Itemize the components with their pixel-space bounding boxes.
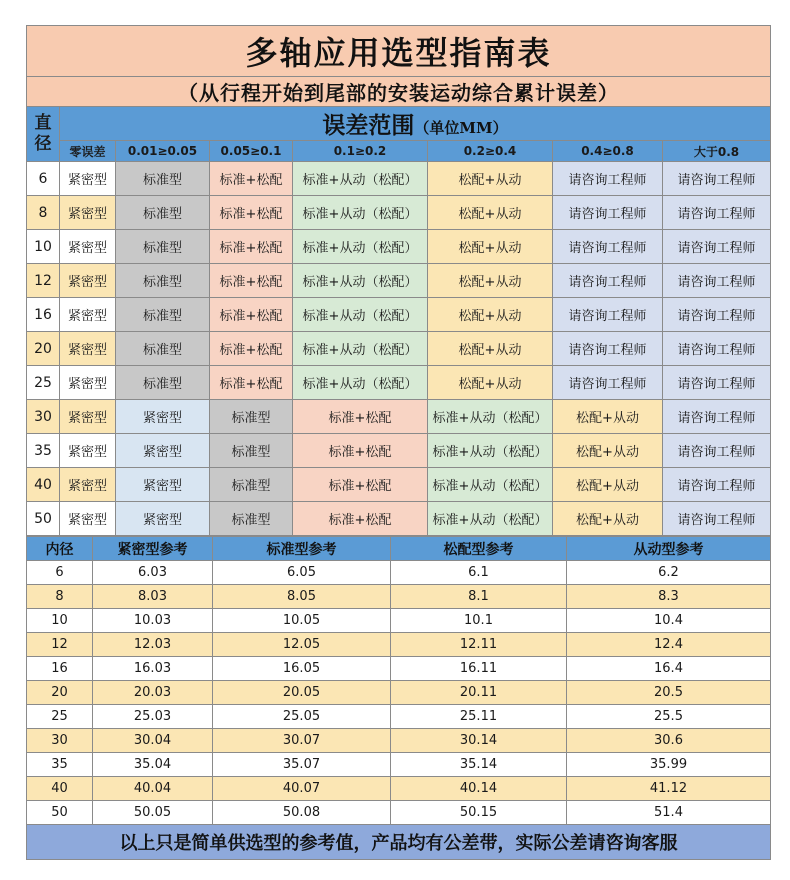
footer-note: 以上只是简单供选型的参考值，产品均有公差带，实际公差请咨询客服 <box>27 825 771 860</box>
reference-cell: 25 <box>27 705 93 729</box>
reference-cell: 12.03 <box>93 633 213 657</box>
guide-cell: 松配+从动 <box>428 366 553 400</box>
reference-cell: 25.03 <box>93 705 213 729</box>
column-header: 0.01≥0.05 <box>116 141 210 162</box>
guide-row <box>27 162 771 196</box>
reference-row <box>27 681 771 705</box>
guide-cell: 紧密型 <box>60 298 116 332</box>
reference-cell: 35.07 <box>213 753 391 777</box>
reference-cell: 40.07 <box>213 777 391 801</box>
reference-row <box>27 657 771 681</box>
guide-cell: 请咨询工程师 <box>663 264 771 298</box>
reference-cell: 16.4 <box>567 657 771 681</box>
reference-row <box>27 705 771 729</box>
guide-cell: 标准+松配 <box>210 162 293 196</box>
guide-cell: 紧密型 <box>60 196 116 230</box>
reference-cell: 10 <box>27 609 93 633</box>
diameter-cell: 8 <box>27 196 60 230</box>
guide-cell: 标准+松配 <box>210 264 293 298</box>
guide-cell: 标准+从动（松配） <box>428 434 553 468</box>
reference-cell: 12.11 <box>391 633 567 657</box>
guide-cell: 请咨询工程师 <box>663 332 771 366</box>
guide-cell: 标准型 <box>116 298 210 332</box>
guide-cell: 请咨询工程师 <box>663 298 771 332</box>
guide-row <box>27 366 771 400</box>
guide-row <box>27 400 771 434</box>
reference-table <box>26 536 771 860</box>
reference-header-row <box>27 537 771 561</box>
guide-cell: 请咨询工程师 <box>553 196 663 230</box>
reference-cell: 35.14 <box>391 753 567 777</box>
reference-header: 紧密型参考 <box>93 537 213 561</box>
reference-row <box>27 753 771 777</box>
reference-cell: 35 <box>27 753 93 777</box>
error-range-unit: （单位MM） <box>414 119 508 137</box>
guide-cell: 标准+松配 <box>210 366 293 400</box>
guide-cell: 标准型 <box>116 264 210 298</box>
reference-cell: 6.03 <box>93 561 213 585</box>
guide-cell: 请咨询工程师 <box>663 434 771 468</box>
column-header: 0.2≥0.4 <box>428 141 553 162</box>
column-header: 0.05≥0.1 <box>210 141 293 162</box>
reference-cell: 10.1 <box>391 609 567 633</box>
reference-row <box>27 585 771 609</box>
guide-row <box>27 502 771 536</box>
diameter-cell: 25 <box>27 366 60 400</box>
reference-cell: 25.05 <box>213 705 391 729</box>
reference-cell: 50.15 <box>391 801 567 825</box>
guide-cell: 紧密型 <box>60 230 116 264</box>
guide-cell: 请咨询工程师 <box>663 230 771 264</box>
reference-row <box>27 729 771 753</box>
guide-cell: 紧密型 <box>60 264 116 298</box>
guide-cell: 标准+松配 <box>293 502 428 536</box>
guide-cell: 标准型 <box>116 196 210 230</box>
page-subtitle: （从行程开始到尾部的安装运动综合累计误差） <box>178 81 619 105</box>
reference-cell: 30.04 <box>93 729 213 753</box>
diameter-cell: 10 <box>27 230 60 264</box>
guide-cell: 紧密型 <box>116 468 210 502</box>
guide-row <box>27 196 771 230</box>
reference-cell: 8 <box>27 585 93 609</box>
guide-cell: 请咨询工程师 <box>553 264 663 298</box>
diameter-cell: 12 <box>27 264 60 298</box>
guide-cell: 请咨询工程师 <box>553 298 663 332</box>
reference-cell: 16.05 <box>213 657 391 681</box>
reference-cell: 16.03 <box>93 657 213 681</box>
guide-cell: 紧密型 <box>116 502 210 536</box>
diameter-cell: 35 <box>27 434 60 468</box>
guide-cell: 紧密型 <box>116 434 210 468</box>
reference-header: 标准型参考 <box>213 537 391 561</box>
guide-cell: 标准型 <box>210 502 293 536</box>
guide-cell: 标准+从动（松配） <box>428 502 553 536</box>
reference-cell: 25.5 <box>567 705 771 729</box>
reference-cell: 6 <box>27 561 93 585</box>
guide-cell: 标准+松配 <box>210 230 293 264</box>
error-range-title: 误差范围 <box>322 112 415 139</box>
reference-cell: 16 <box>27 657 93 681</box>
column-header: 零误差 <box>60 141 116 162</box>
guide-cell: 标准+从动（松配） <box>293 230 428 264</box>
guide-row <box>27 332 771 366</box>
guide-cell: 请咨询工程师 <box>663 400 771 434</box>
reference-cell: 10.4 <box>567 609 771 633</box>
reference-cell: 10.03 <box>93 609 213 633</box>
reference-header: 从动型参考 <box>567 537 771 561</box>
footer-row <box>27 825 771 860</box>
guide-cell: 标准+从动（松配） <box>293 196 428 230</box>
guide-row <box>27 468 771 502</box>
reference-cell: 35.04 <box>93 753 213 777</box>
guide-cell: 紧密型 <box>60 502 116 536</box>
diameter-cell: 50 <box>27 502 60 536</box>
reference-cell: 20.11 <box>391 681 567 705</box>
reference-cell: 40 <box>27 777 93 801</box>
reference-cell: 20.5 <box>567 681 771 705</box>
guide-cell: 请咨询工程师 <box>663 366 771 400</box>
guide-cell: 松配+从动 <box>428 264 553 298</box>
reference-cell: 12 <box>27 633 93 657</box>
reference-cell: 25.11 <box>391 705 567 729</box>
reference-header: 内径 <box>27 537 93 561</box>
reference-header: 松配型参考 <box>391 537 567 561</box>
guide-cell: 松配+从动 <box>553 400 663 434</box>
guide-cell: 标准型 <box>210 468 293 502</box>
guide-cell: 松配+从动 <box>553 434 663 468</box>
guide-row <box>27 434 771 468</box>
reference-cell: 8.05 <box>213 585 391 609</box>
guide-cell: 紧密型 <box>60 366 116 400</box>
column-header: 0.4≥0.8 <box>553 141 663 162</box>
guide-cell: 标准型 <box>116 162 210 196</box>
diameter-header: 直径 <box>27 107 60 162</box>
guide-cell: 请咨询工程师 <box>553 162 663 196</box>
diameter-cell: 20 <box>27 332 60 366</box>
guide-row <box>27 264 771 298</box>
page-title: 多轴应用选型指南表 <box>245 34 552 72</box>
guide-cell: 请咨询工程师 <box>663 196 771 230</box>
reference-row <box>27 609 771 633</box>
reference-cell: 20.03 <box>93 681 213 705</box>
guide-row <box>27 230 771 264</box>
reference-cell: 8.1 <box>391 585 567 609</box>
reference-cell: 50 <box>27 801 93 825</box>
reference-cell: 30.14 <box>391 729 567 753</box>
guide-cell: 标准型 <box>116 366 210 400</box>
reference-cell: 30 <box>27 729 93 753</box>
reference-cell: 6.05 <box>213 561 391 585</box>
reference-cell: 35.99 <box>567 753 771 777</box>
subtitle-cell <box>27 77 771 107</box>
error-range-columns <box>27 141 771 162</box>
guide-cell: 请咨询工程师 <box>553 230 663 264</box>
guide-cell: 标准+松配 <box>293 400 428 434</box>
guide-cell: 请咨询工程师 <box>553 366 663 400</box>
guide-cell: 标准+松配 <box>210 196 293 230</box>
reference-cell: 41.12 <box>567 777 771 801</box>
reference-cell: 30.07 <box>213 729 391 753</box>
guide-cell: 标准型 <box>210 400 293 434</box>
guide-cell: 松配+从动 <box>553 502 663 536</box>
guide-cell: 标准+从动（松配） <box>293 366 428 400</box>
reference-cell: 50.08 <box>213 801 391 825</box>
reference-cell: 20.05 <box>213 681 391 705</box>
guide-cell: 标准+松配 <box>293 434 428 468</box>
reference-row <box>27 777 771 801</box>
guide-cell: 标准+从动（松配） <box>293 332 428 366</box>
guide-cell: 标准型 <box>116 332 210 366</box>
reference-cell: 12.4 <box>567 633 771 657</box>
reference-cell: 16.11 <box>391 657 567 681</box>
reference-cell: 12.05 <box>213 633 391 657</box>
reference-cell: 40.04 <box>93 777 213 801</box>
guide-cell: 标准+从动（松配） <box>428 400 553 434</box>
guide-cell: 标准+从动（松配） <box>293 264 428 298</box>
guide-cell: 紧密型 <box>60 162 116 196</box>
diameter-cell: 16 <box>27 298 60 332</box>
error-range-header <box>60 107 771 141</box>
diameter-cell: 6 <box>27 162 60 196</box>
guide-cell: 松配+从动 <box>428 162 553 196</box>
guide-cell: 标准型 <box>116 230 210 264</box>
guide-cell: 标准+从动（松配） <box>293 298 428 332</box>
diameter-cell: 40 <box>27 468 60 502</box>
guide-cell: 标准+松配 <box>293 468 428 502</box>
guide-cell: 松配+从动 <box>428 196 553 230</box>
reference-cell: 8.3 <box>567 585 771 609</box>
guide-cell: 请咨询工程师 <box>663 502 771 536</box>
guide-cell: 紧密型 <box>116 400 210 434</box>
reference-cell: 6.1 <box>391 561 567 585</box>
guide-cell: 请咨询工程师 <box>663 468 771 502</box>
guide-cell: 松配+从动 <box>428 332 553 366</box>
column-header: 0.1≥0.2 <box>293 141 428 162</box>
reference-row <box>27 801 771 825</box>
guide-cell: 紧密型 <box>60 468 116 502</box>
guide-cell: 紧密型 <box>60 332 116 366</box>
reference-row <box>27 561 771 585</box>
reference-row <box>27 633 771 657</box>
guide-cell: 松配+从动 <box>553 468 663 502</box>
reference-cell: 6.2 <box>567 561 771 585</box>
guide-cell: 标准+松配 <box>210 332 293 366</box>
title-cell <box>27 26 771 77</box>
reference-cell: 8.03 <box>93 585 213 609</box>
reference-cell: 51.4 <box>567 801 771 825</box>
reference-cell: 50.05 <box>93 801 213 825</box>
reference-cell: 20 <box>27 681 93 705</box>
column-header: 大于0.8 <box>663 141 771 162</box>
guide-cell: 标准+从动（松配） <box>428 468 553 502</box>
diameter-cell: 30 <box>27 400 60 434</box>
guide-cell: 松配+从动 <box>428 230 553 264</box>
guide-cell: 紧密型 <box>60 400 116 434</box>
guide-cell: 请咨询工程师 <box>663 162 771 196</box>
reference-cell: 30.6 <box>567 729 771 753</box>
guide-cell: 紧密型 <box>60 434 116 468</box>
guide-row <box>27 298 771 332</box>
selection-guide-table <box>26 25 771 536</box>
guide-cell: 标准型 <box>210 434 293 468</box>
guide-cell: 标准+从动（松配） <box>293 162 428 196</box>
guide-cell: 请咨询工程师 <box>553 332 663 366</box>
reference-cell: 10.05 <box>213 609 391 633</box>
guide-cell: 标准+松配 <box>210 298 293 332</box>
guide-cell: 松配+从动 <box>428 298 553 332</box>
reference-cell: 40.14 <box>391 777 567 801</box>
